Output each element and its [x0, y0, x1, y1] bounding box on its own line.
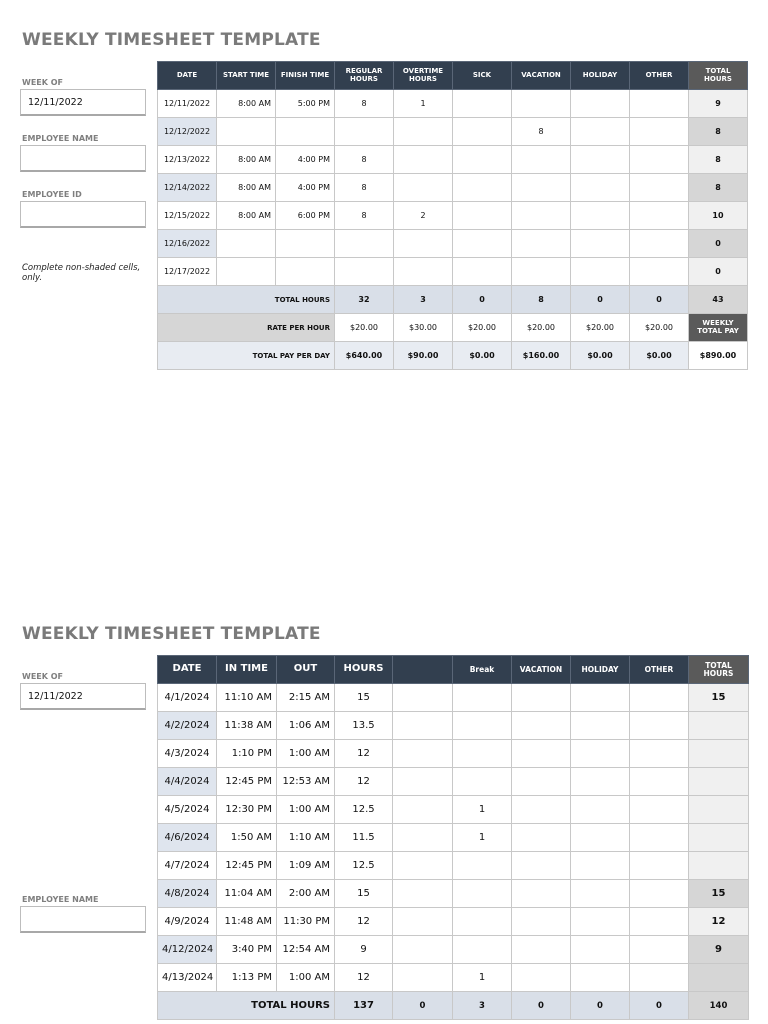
date-cell[interactable]: 4/9/2024	[158, 908, 217, 936]
hours-cell[interactable]: 15	[335, 684, 393, 712]
header-vacation: VACATION	[512, 62, 571, 90]
break-cell[interactable]	[453, 908, 512, 936]
in-time-cell[interactable]: 12:45 PM	[217, 768, 277, 796]
blank-cell[interactable]	[393, 936, 453, 964]
other-cell[interactable]	[630, 174, 689, 202]
total-hours-cell: 8	[689, 118, 748, 146]
other-cell[interactable]	[630, 90, 689, 118]
weekly-total-pay: $890.00	[689, 342, 748, 370]
table-row	[158, 852, 749, 880]
break-cell[interactable]	[453, 880, 512, 908]
sheet2-title: WEEKLY TIMESHEET TEMPLATE	[22, 624, 321, 644]
in-time-cell[interactable]: 11:38 AM	[217, 712, 277, 740]
header-blank	[393, 656, 453, 684]
blank-cell[interactable]	[393, 964, 453, 992]
total-overtime: 3	[394, 286, 453, 314]
holiday-cell[interactable]	[571, 90, 630, 118]
other-cell[interactable]	[630, 712, 689, 740]
total-regular: 32	[335, 286, 394, 314]
vacation-cell[interactable]	[512, 796, 571, 824]
finish-time-cell[interactable]	[276, 118, 335, 146]
header-other: OTHER	[630, 656, 689, 684]
grand-total-hours: 43	[689, 286, 748, 314]
rate-holiday[interactable]: $20.00	[571, 314, 630, 342]
holiday-cell[interactable]	[571, 258, 630, 286]
table-row	[158, 964, 749, 992]
other-cell[interactable]	[630, 936, 689, 964]
header-row	[158, 62, 748, 90]
rate-sick[interactable]: $20.00	[453, 314, 512, 342]
total-hours-cell	[689, 852, 749, 880]
other-cell[interactable]	[630, 740, 689, 768]
date-cell[interactable]: 4/4/2024	[158, 768, 217, 796]
in-time-cell[interactable]: 1:10 PM	[217, 740, 277, 768]
timesheet-table-2	[157, 655, 749, 1020]
header-row	[158, 656, 749, 684]
finish-time-cell[interactable]	[276, 258, 335, 286]
out-time-cell[interactable]: 1:00 AM	[277, 796, 335, 824]
holiday-cell[interactable]	[571, 202, 630, 230]
out-time-cell[interactable]: 2:15 AM	[277, 684, 335, 712]
header-total-hours: TOTAL HOURS	[689, 656, 749, 684]
total-hours-row	[158, 992, 749, 1020]
holiday-cell[interactable]	[571, 880, 630, 908]
table-row	[158, 908, 749, 936]
employee-id-input[interactable]	[20, 201, 146, 228]
rate-regular[interactable]: $20.00	[335, 314, 394, 342]
pay-regular: $640.00	[335, 342, 394, 370]
vacation-cell[interactable]	[512, 964, 571, 992]
holiday-cell[interactable]	[571, 852, 630, 880]
regular-hours-cell[interactable]	[335, 258, 394, 286]
blank-cell[interactable]	[393, 796, 453, 824]
hours-cell[interactable]: 15	[335, 880, 393, 908]
other-cell[interactable]	[630, 796, 689, 824]
blank-cell[interactable]	[393, 768, 453, 796]
sick-cell[interactable]	[453, 146, 512, 174]
instruction-note: Complete non-shaded cells, only.	[22, 263, 141, 283]
header-other: OTHER	[630, 62, 689, 90]
sick-cell[interactable]	[453, 202, 512, 230]
rate-vacation[interactable]: $20.00	[512, 314, 571, 342]
pay-other: $0.00	[630, 342, 689, 370]
header-vacation: VACATION	[512, 656, 571, 684]
header-break: Break	[453, 656, 512, 684]
total-sick: 0	[453, 286, 512, 314]
hours-cell[interactable]: 12	[335, 964, 393, 992]
vacation-cell[interactable]: 8	[512, 118, 571, 146]
holiday-cell[interactable]	[571, 684, 630, 712]
start-time-cell[interactable]: 8:00 AM	[217, 90, 276, 118]
employee-name-label: EMPLOYEE NAME	[22, 134, 99, 143]
vacation-cell[interactable]	[512, 824, 571, 852]
week-of-input[interactable]: 12/11/2022	[20, 89, 146, 116]
total-pay-label: TOTAL PAY PER DAY	[158, 342, 335, 370]
finish-time-cell[interactable]: 5:00 PM	[276, 90, 335, 118]
other-cell[interactable]	[630, 852, 689, 880]
break-cell[interactable]	[453, 684, 512, 712]
total-hours-label: TOTAL HOURS	[158, 992, 335, 1020]
employee-name-input[interactable]	[20, 145, 146, 172]
date-cell[interactable]: 12/16/2022	[158, 230, 217, 258]
holiday-cell[interactable]	[571, 964, 630, 992]
date-cell[interactable]: 12/12/2022	[158, 118, 217, 146]
vacation-cell[interactable]	[512, 712, 571, 740]
table-row	[158, 684, 749, 712]
break-cell[interactable]	[453, 936, 512, 964]
finish-time-cell[interactable]	[276, 230, 335, 258]
week-of-label: WEEK OF	[22, 672, 64, 681]
hours-cell[interactable]: 12.5	[335, 796, 393, 824]
sick-cell[interactable]	[453, 90, 512, 118]
in-time-cell[interactable]: 11:48 AM	[217, 908, 277, 936]
date-cell[interactable]: 12/17/2022	[158, 258, 217, 286]
total-hours-cell: 15	[689, 684, 749, 712]
week-of-input[interactable]: 12/11/2022	[20, 683, 146, 710]
total-hours-cell: 8	[689, 174, 748, 202]
header-holiday: HOLIDAY	[571, 62, 630, 90]
date-cell[interactable]: 4/6/2024	[158, 824, 217, 852]
total-vacation: 0	[512, 992, 571, 1020]
header-overtime-hours: OVERTIME HOURS	[394, 62, 453, 90]
vacation-cell[interactable]	[512, 908, 571, 936]
holiday-cell[interactable]	[571, 230, 630, 258]
table-row	[158, 230, 748, 258]
holiday-cell[interactable]	[571, 712, 630, 740]
overtime-hours-cell[interactable]	[394, 258, 453, 286]
blank-cell[interactable]	[393, 712, 453, 740]
vacation-cell[interactable]	[512, 684, 571, 712]
total-hours-cell: 10	[689, 202, 748, 230]
total-hours-cell: 8	[689, 146, 748, 174]
table-row	[158, 936, 749, 964]
break-cell[interactable]	[453, 768, 512, 796]
pay-vacation: $160.00	[512, 342, 571, 370]
table-row	[158, 202, 748, 230]
header-in-time: IN TIME	[217, 656, 277, 684]
out-time-cell[interactable]: 12:54 AM	[277, 936, 335, 964]
overtime-hours-cell[interactable]	[394, 174, 453, 202]
holiday-cell[interactable]	[571, 908, 630, 936]
date-cell[interactable]: 4/12/2024	[158, 936, 217, 964]
in-time-cell[interactable]: 12:30 PM	[217, 796, 277, 824]
sick-cell[interactable]	[453, 258, 512, 286]
table-row	[158, 796, 749, 824]
other-cell[interactable]	[630, 964, 689, 992]
out-time-cell[interactable]: 2:00 AM	[277, 880, 335, 908]
vacation-cell[interactable]	[512, 880, 571, 908]
hours-cell[interactable]: 11.5	[335, 824, 393, 852]
break-cell[interactable]	[453, 712, 512, 740]
table-row	[158, 90, 748, 118]
pay-overtime: $90.00	[394, 342, 453, 370]
total-hours-cell	[689, 824, 749, 852]
rate-other[interactable]: $20.00	[630, 314, 689, 342]
start-time-cell[interactable]: 8:00 AM	[217, 202, 276, 230]
start-time-cell[interactable]	[217, 258, 276, 286]
total-hours-cell	[689, 796, 749, 824]
vacation-cell[interactable]	[512, 146, 571, 174]
total-hours-cell	[689, 712, 749, 740]
hours-cell[interactable]: 12	[335, 740, 393, 768]
hours-cell[interactable]: 12	[335, 768, 393, 796]
blank-cell[interactable]	[393, 684, 453, 712]
total-hours-cell	[689, 768, 749, 796]
other-cell[interactable]	[630, 880, 689, 908]
sick-cell[interactable]	[453, 174, 512, 202]
total-hours-cell: 9	[689, 90, 748, 118]
sheet1-title: WEEKLY TIMESHEET TEMPLATE	[22, 30, 321, 50]
in-time-cell[interactable]: 1:50 AM	[217, 824, 277, 852]
regular-hours-cell[interactable]: 8	[335, 174, 394, 202]
holiday-cell[interactable]	[571, 796, 630, 824]
vacation-cell[interactable]	[512, 202, 571, 230]
hours-cell[interactable]: 9	[335, 936, 393, 964]
total-hours-cell	[689, 740, 749, 768]
in-time-cell[interactable]: 3:40 PM	[217, 936, 277, 964]
pay-sick: $0.00	[453, 342, 512, 370]
overtime-hours-cell[interactable]	[394, 118, 453, 146]
table-row	[158, 740, 749, 768]
vacation-cell[interactable]	[512, 230, 571, 258]
table-row	[158, 824, 749, 852]
vacation-cell[interactable]	[512, 740, 571, 768]
out-time-cell[interactable]: 11:30 PM	[277, 908, 335, 936]
week-of-label: WEEK OF	[22, 78, 64, 87]
vacation-cell[interactable]	[512, 90, 571, 118]
regular-hours-cell[interactable]: 8	[335, 146, 394, 174]
finish-time-cell[interactable]: 4:00 PM	[276, 174, 335, 202]
total-hours-row	[158, 286, 748, 314]
header-hours: HOURS	[335, 656, 393, 684]
date-cell[interactable]: 12/13/2022	[158, 146, 217, 174]
employee-name-input[interactable]	[20, 906, 146, 933]
table-row	[158, 880, 749, 908]
header-regular-hours: REGULAR HOURS	[335, 62, 394, 90]
timesheet-table-1	[157, 61, 748, 370]
regular-hours-cell[interactable]: 8	[335, 90, 394, 118]
start-time-cell[interactable]: 8:00 AM	[217, 146, 276, 174]
blank-cell[interactable]	[393, 824, 453, 852]
total-hours-cell	[689, 964, 749, 992]
header-date: DATE	[158, 656, 217, 684]
rate-per-hour-label: RATE PER HOUR	[158, 314, 335, 342]
holiday-cell[interactable]	[571, 824, 630, 852]
vacation-cell[interactable]	[512, 936, 571, 964]
vacation-cell[interactable]	[512, 174, 571, 202]
total-hours-sum: 137	[335, 992, 393, 1020]
finish-time-cell[interactable]: 4:00 PM	[276, 146, 335, 174]
header-out: OUT	[277, 656, 335, 684]
table-row	[158, 118, 748, 146]
table-row	[158, 712, 749, 740]
pay-holiday: $0.00	[571, 342, 630, 370]
total-other: 0	[630, 286, 689, 314]
total-hours-cell: 9	[689, 936, 749, 964]
table-row	[158, 146, 748, 174]
total-pay-row	[158, 342, 748, 370]
in-time-cell[interactable]: 11:10 AM	[217, 684, 277, 712]
sick-cell[interactable]	[453, 118, 512, 146]
holiday-cell[interactable]	[571, 768, 630, 796]
total-holiday: 0	[571, 992, 630, 1020]
holiday-cell[interactable]	[571, 146, 630, 174]
break-cell[interactable]: 1	[453, 796, 512, 824]
header-holiday: HOLIDAY	[571, 656, 630, 684]
date-cell[interactable]: 12/11/2022	[158, 90, 217, 118]
overtime-hours-cell[interactable]	[394, 230, 453, 258]
out-time-cell[interactable]: 1:09 AM	[277, 852, 335, 880]
other-cell[interactable]	[630, 118, 689, 146]
sick-cell[interactable]	[453, 230, 512, 258]
holiday-cell[interactable]	[571, 174, 630, 202]
finish-time-cell[interactable]: 6:00 PM	[276, 202, 335, 230]
total-blank: 0	[393, 992, 453, 1020]
other-cell[interactable]	[630, 684, 689, 712]
break-cell[interactable]	[453, 740, 512, 768]
other-cell[interactable]	[630, 258, 689, 286]
in-time-cell[interactable]: 12:45 PM	[217, 852, 277, 880]
overtime-hours-cell[interactable]: 1	[394, 90, 453, 118]
employee-name-label: EMPLOYEE NAME	[22, 895, 99, 904]
date-cell[interactable]: 4/5/2024	[158, 796, 217, 824]
date-cell[interactable]: 4/7/2024	[158, 852, 217, 880]
blank-cell[interactable]	[393, 740, 453, 768]
date-cell[interactable]: 4/2/2024	[158, 712, 217, 740]
total-hours-cell: 0	[689, 230, 748, 258]
blank-cell[interactable]	[393, 908, 453, 936]
date-cell[interactable]: 4/13/2024	[158, 964, 217, 992]
total-holiday: 0	[571, 286, 630, 314]
header-finish-time: FINISH TIME	[276, 62, 335, 90]
in-time-cell[interactable]: 11:04 AM	[217, 880, 277, 908]
other-cell[interactable]	[630, 202, 689, 230]
hours-cell[interactable]: 12.5	[335, 852, 393, 880]
total-hours-cell: 0	[689, 258, 748, 286]
vacation-cell[interactable]	[512, 768, 571, 796]
header-date: DATE	[158, 62, 217, 90]
total-hours-label: TOTAL HOURS	[158, 286, 335, 314]
other-cell[interactable]	[630, 824, 689, 852]
date-cell[interactable]: 4/3/2024	[158, 740, 217, 768]
table-row	[158, 768, 749, 796]
hours-cell[interactable]: 12	[335, 908, 393, 936]
rate-per-hour-row	[158, 314, 748, 342]
regular-hours-cell[interactable]	[335, 230, 394, 258]
break-cell[interactable]	[453, 852, 512, 880]
out-time-cell[interactable]: 1:10 AM	[277, 824, 335, 852]
table-row	[158, 174, 748, 202]
header-sick: SICK	[453, 62, 512, 90]
break-cell[interactable]: 1	[453, 964, 512, 992]
header-total-hours: TOTAL HOURS	[689, 62, 748, 90]
date-cell[interactable]: 4/8/2024	[158, 880, 217, 908]
other-cell[interactable]	[630, 230, 689, 258]
total-other: 0	[630, 992, 689, 1020]
date-cell[interactable]: 12/15/2022	[158, 202, 217, 230]
out-time-cell[interactable]: 1:00 AM	[277, 964, 335, 992]
regular-hours-cell[interactable]	[335, 118, 394, 146]
overtime-hours-cell[interactable]: 2	[394, 202, 453, 230]
hours-cell[interactable]: 13.5	[335, 712, 393, 740]
start-time-cell[interactable]	[217, 230, 276, 258]
total-vacation: 8	[512, 286, 571, 314]
holiday-cell[interactable]	[571, 740, 630, 768]
regular-hours-cell[interactable]: 8	[335, 202, 394, 230]
break-cell[interactable]: 1	[453, 824, 512, 852]
vacation-cell[interactable]	[512, 258, 571, 286]
weekly-total-pay-label: WEEKLY TOTAL PAY	[689, 314, 748, 342]
in-time-cell[interactable]: 1:13 PM	[217, 964, 277, 992]
holiday-cell[interactable]	[571, 118, 630, 146]
date-cell[interactable]: 12/14/2022	[158, 174, 217, 202]
start-time-cell[interactable]	[217, 118, 276, 146]
date-cell[interactable]: 4/1/2024	[158, 684, 217, 712]
out-time-cell[interactable]: 1:00 AM	[277, 740, 335, 768]
employee-id-label: EMPLOYEE ID	[22, 190, 82, 199]
blank-cell[interactable]	[393, 880, 453, 908]
total-break: 3	[453, 992, 512, 1020]
other-cell[interactable]	[630, 908, 689, 936]
other-cell[interactable]	[630, 146, 689, 174]
overtime-hours-cell[interactable]	[394, 146, 453, 174]
header-start-time: START TIME	[217, 62, 276, 90]
vacation-cell[interactable]	[512, 852, 571, 880]
total-hours-cell: 15	[689, 880, 749, 908]
table-row	[158, 258, 748, 286]
holiday-cell[interactable]	[571, 936, 630, 964]
other-cell[interactable]	[630, 768, 689, 796]
out-time-cell[interactable]: 1:06 AM	[277, 712, 335, 740]
grand-total-hours: 140	[689, 992, 749, 1020]
rate-overtime[interactable]: $30.00	[394, 314, 453, 342]
blank-cell[interactable]	[393, 852, 453, 880]
start-time-cell[interactable]: 8:00 AM	[217, 174, 276, 202]
total-hours-cell: 12	[689, 908, 749, 936]
out-time-cell[interactable]: 12:53 AM	[277, 768, 335, 796]
